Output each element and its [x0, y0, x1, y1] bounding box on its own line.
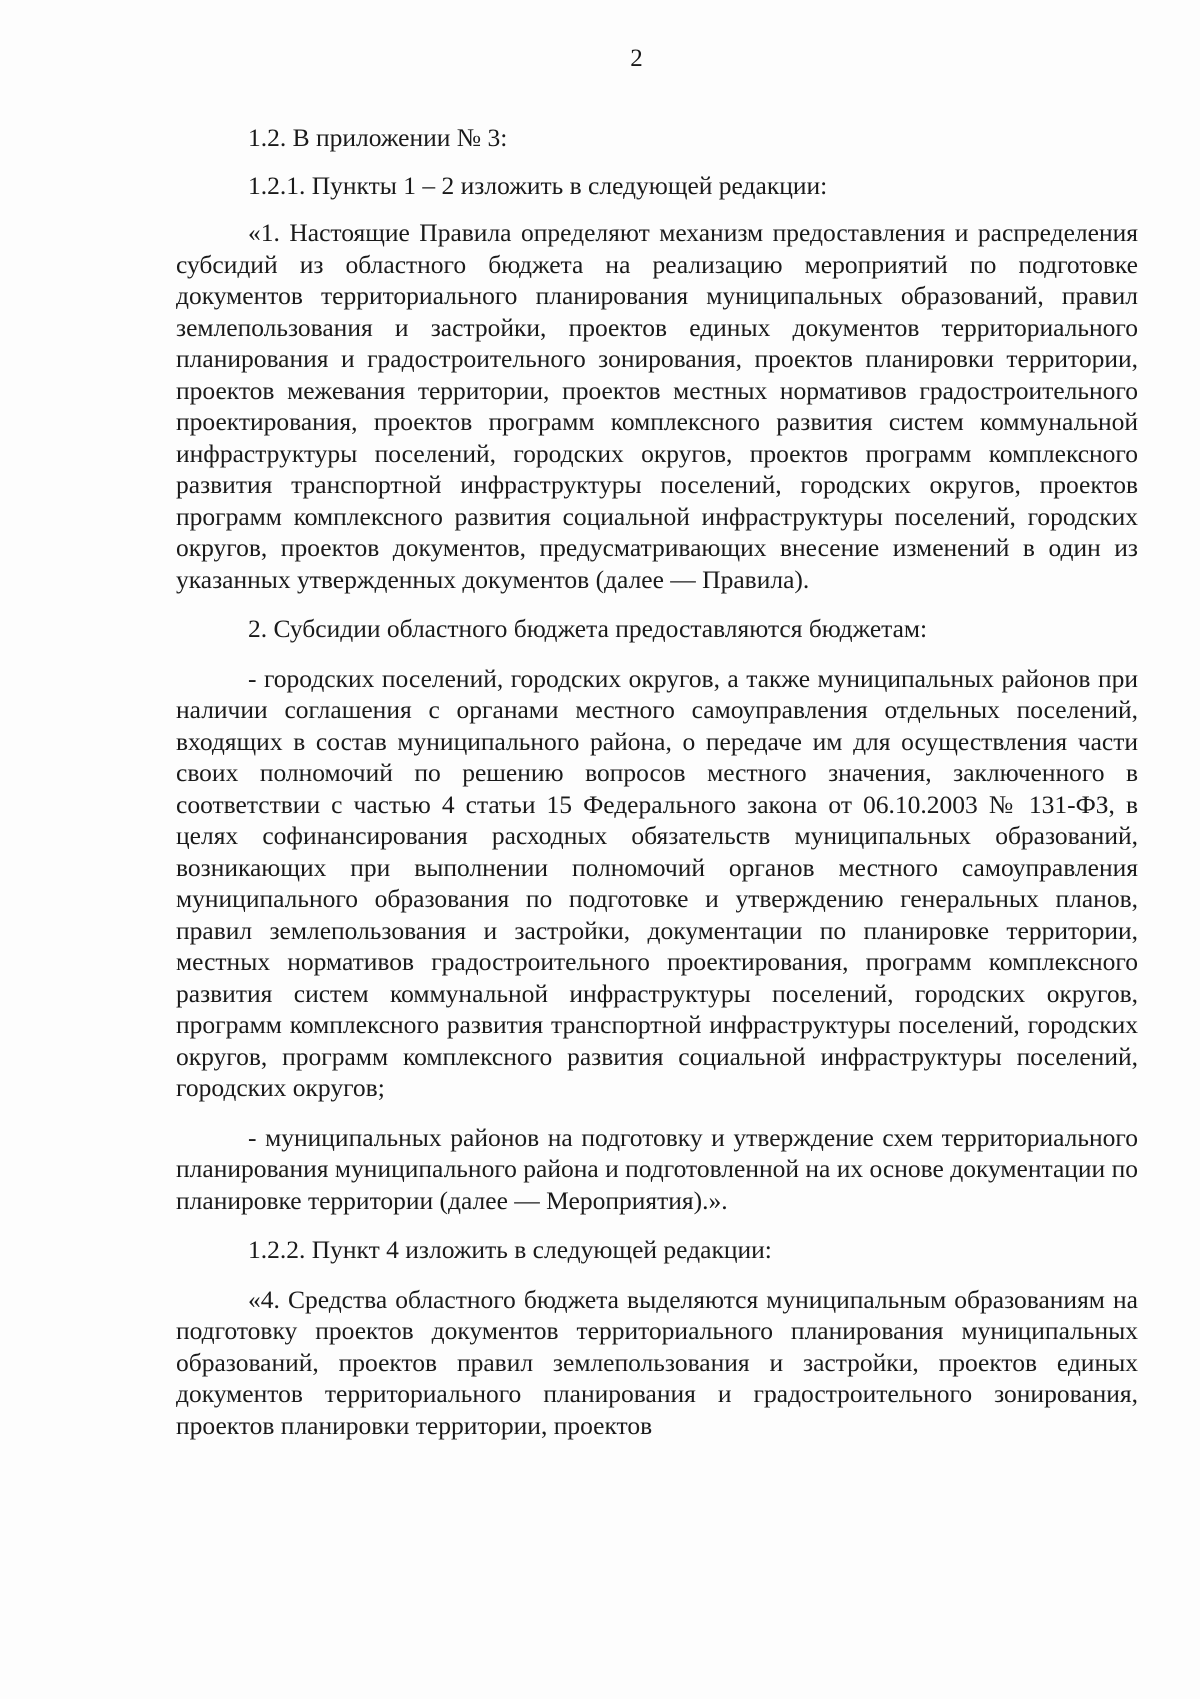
list-item-city-settlements: - городских поселений, городских округов, а также муниципальных районов при наличии соглашения с органами местного самоуправления отдельных поселений, входящих в состав муниципального района, о передаче им для осуществления части своих полномочий по решению вопросов местного значения, заключенного в соответствии с частью 4 статьи 15 Федерального закона от 06.10.2003 № 131-ФЗ, в целях софинансирования расходных обязательств муниципальных образований, возникающих при выполнении полномочий органов местного самоуправления муниципального образования по подготовке и утверждению генеральных планов, правил землепользования и застройки, документации по планировке территории, местных нормативов градостроительного проектирования, программ комплексного развития систем коммунальной инфраструктуры поселений, городских округов, программ комплексного развития транспортной инфраструктуры поселений, городских округов, программ комплексного развития социальной инфраструктуры поселений, городских округов; — [176, 663, 1138, 1102]
paragraph-item-4: «4. Средства областного бюджета выделяются муниципальным образованиям на подготовку проектов документов территориального планирования муниципальных образований, проектов правил землепользования и застройки, проектов единых документов территориального планирования и градостроительного зонирования, проектов планировки территории, проектов — [176, 1284, 1138, 1440]
page-number: 2 — [630, 45, 643, 72]
subsection-heading-1-2-1: 1.2.1. Пункты 1 – 2 изложить в следующей редакции: — [248, 170, 828, 200]
document-body — [176, 122, 1138, 1441]
paragraph-item-2: 2. Субсидии областного бюджета предоставляются бюджетам: — [248, 614, 928, 643]
paragraph-item-1: «1. Настоящие Правила определяют механизм предоставления и распределения субсидий из областного бюджета на реализацию мероприятий по подготовке документов территориального планирования муниципальных образований, правил землепользования и застройки, проектов единых документов территориального планирования и градостроительного зонирования, проектов планировки территории, проектов межевания территории, проектов местных нормативов градостроительного проектирования, проектов программ комплексного развития систем коммунальной инфраструктуры поселений, городских округов, проектов программ комплексного развития транспортной инфраструктуры поселений, городских округов, проектов программ комплексного развития социальной инфраструктуры поселений, городских округов, проектов документов, предусматривающих внесение изменений в один из указанных утвержденных документов (далее — Правила). — [176, 218, 1138, 594]
subsection-heading-1-2-2: 1.2.2. Пункт 4 изложить в следующей редакции: — [248, 1235, 772, 1264]
list-item-municipal-districts: - муниципальных районов на подготовку и утверждение схем территориального планирования муниципального района и подготовленной на их основе документации по планировке территории (далее — Мероприятия).». — [176, 1122, 1138, 1215]
section-heading-1-2: 1.2. В приложении № 3: — [248, 123, 508, 152]
